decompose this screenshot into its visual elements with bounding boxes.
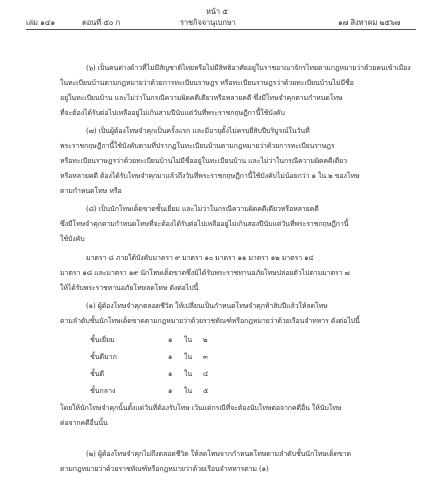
text-line: (๘) เป็นนักโทษเด็ดขาดชั้นเยี่ยม และไม่ว่าในกรณีความผิดคดีเดียวหรือหลายคดี: [86, 205, 319, 213]
tier-name: ชั้นดี: [90, 370, 105, 378]
tier-denominator: ๔: [203, 370, 209, 378]
tier-name: ชั้นเยี่ยม: [90, 336, 115, 344]
text-line: ซึ่งมีโทษจำคุกตามกำหนดโทษที่จะต้องได้รับต่อไปเหลืออยู่ไม่เกินสองปีนับแต่วันที่พระราชกฤษฎีกานี้: [60, 220, 349, 228]
tier-numerator: ๑: [168, 336, 173, 344]
text-line: อยู่ในทะเบียนบ้าน และไม่ว่าในกรณีความผิดคดีเดียวหรือหลายคดี ซึ่งมีโทษจำคุกตามกำหนดโทษ: [60, 94, 343, 102]
publication-date: ๑๗ สิงหาคม ๒๕๖๗: [338, 18, 401, 27]
text-line: หรือหลายคดี ต้องได้รับโทษจำคุกมาแล้วถึงวันที่พระราชกฤษฎีกานี้ใช้บังคับไม่น้อยกว่า ๑ ใน ๒ ของโทษ: [60, 172, 360, 180]
text-line: (๑) ผู้ต้องโทษจำคุกตลอดชีวิต ให้เปลี่ยนเป็นกำหนดโทษจำคุกห้าสิบปีแล้วให้ลดโทษ: [86, 302, 328, 310]
text-line: ที่จะต้องได้รับต่อไปเหลืออยู่ไม่เกินสามปีนับแต่วันที่พระราชกฤษฎีกานี้ใช้บังคับ: [60, 109, 285, 117]
text-line: หรือทะเบียนราษฎรว่าด้วยทะเบียนบ้านไม่มีชื่ออยู่ในทะเบียนบ้าน และไม่ว่าในกรณีความผิดคดีเดียว: [60, 157, 347, 165]
text-line: ในทะเบียนบ้านตามกฎหมายว่าด้วยการทะเบียนราษฎร หรือทะเบียนราษฎรว่าด้วยทะเบียนบ้านไม่มีชื่อ: [60, 79, 354, 87]
text-line: พระราชกฤษฎีกานี้ใช้บังคับตามที่ปรากฏในทะเบียนบ้านตามกฎหมายว่าด้วยการทะเบียนราษฎร: [60, 142, 335, 150]
text-line: (๒) ผู้ต้องโทษจำคุกไม่ถึงตลอดชีวิต ให้ลดโทษจากกำหนดโทษตามลำดับชั้นนักโทษเด็ดขาด: [86, 450, 351, 458]
tier-word: ใน: [184, 353, 193, 361]
text-line: ตามกฎหมายว่าด้วยราชทัณฑ์หรือกฎหมายว่าด้วยเรือนจำทหารตาม (๑): [60, 465, 269, 473]
tier-numerator: ๑: [168, 370, 173, 378]
tier-numerator: ๑: [168, 353, 173, 361]
header-rule: [26, 29, 416, 30]
text-line: ใช้บังคับ: [60, 235, 85, 243]
tier-name: ชั้นกลาง: [90, 387, 116, 395]
text-line: โดยให้นักโทษจำคุกนั้นตั้งแต่วันที่ต้องรับโทษ เว้นแต่กรณีที่จะต้องนับโทษต่อจากคดีอื่น ให้นับโทษ: [60, 404, 342, 412]
tier-denominator: ๕: [203, 387, 209, 395]
text-line: มาตรา ๑๘ และมาตรา ๑๙ นักโทษเด็ดขาดซึ่งมิได้รับพระราชทานอภัยโทษปล่อยตัวไปตามมาตรา ๗: [60, 269, 350, 277]
text-line: (๖) เป็นคนต่างด้าวที่ไม่มีสัญชาติไทยหรือไม่มีสิทธิอาศัยอยู่ในราชอาณาจักรไทยตามกฎหมายว่าด้วยคนเข้าเมือง: [86, 64, 411, 72]
gazette-name: ราชกิจจานุเบกษา: [180, 18, 236, 27]
tier-word: ใน: [184, 370, 193, 378]
text-line: ให้ได้รับพระราชทานอภัยโทษลดโทษ ดังต่อไปนี้: [60, 284, 199, 292]
section-heading: มาตรา ๘ ภายใต้บังคับมาตรา ๙ มาตรา ๑๐ มาตรา ๑๑ มาตรา ๑๒ มาตรา ๑๔: [86, 254, 314, 262]
volume-number: เล่ม ๑๔๑: [26, 18, 55, 27]
text-line: ตามกำหนดโทษ หรือ: [60, 187, 122, 195]
tier-denominator: ๒: [203, 336, 208, 344]
tier-name: ชั้นดีมาก: [90, 353, 117, 361]
tier-numerator: ๑: [168, 387, 173, 395]
text-line: ต่อจากคดีอื่นนั้น: [60, 419, 108, 427]
tier-word: ใน: [184, 387, 193, 395]
text-line: (๗) เป็นผู้ต้องโทษจำคุกเป็นครั้งแรก และมีอายุตั้งไม่ครบยี่สิบปีบริบูรณ์ในวันที่: [86, 127, 310, 135]
tier-word: ใน: [184, 336, 193, 344]
page-number: หน้า ๕: [206, 7, 228, 16]
issue-number: ตอนที่ ๕๐ ก: [82, 18, 121, 27]
text-line: ตามลำดับชั้นนักโทษเด็ดขาดตามกฎหมายว่าด้วยราชทัณฑ์หรือกฎหมายว่าด้วยเรือนจำทหาร ดังต่อไปนี้: [60, 317, 360, 325]
tier-denominator: ๓: [203, 353, 208, 361]
